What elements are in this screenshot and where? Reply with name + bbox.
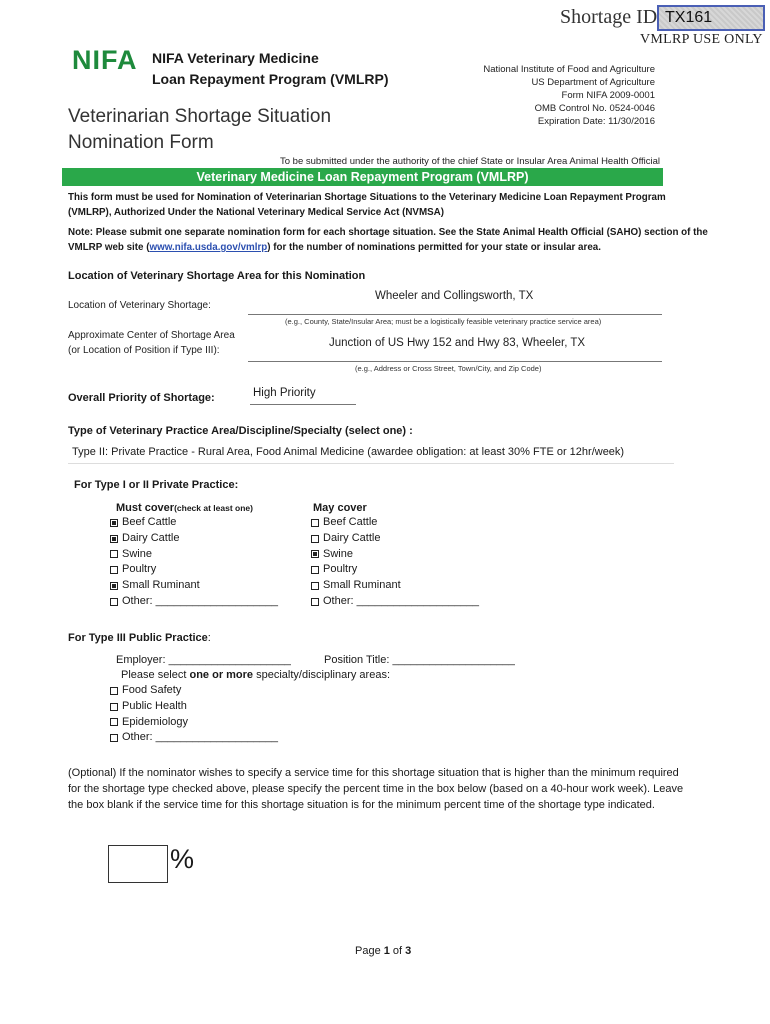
employer-field[interactable]: Employer: ____________________ [116, 654, 291, 666]
page-text: of [389, 945, 406, 957]
submit-note: To be submitted under the authority of the chief State or Insular Area Animal Health Official [280, 156, 661, 167]
must-cover-option[interactable] [110, 515, 278, 531]
position-title-field[interactable]: Position Title: ____________________ [324, 654, 515, 666]
expiration-date: Expiration Date: 11/30/2016 [537, 116, 655, 127]
vmlrp-website-link[interactable]: www.nifa.usda.gov/vmlrp [149, 242, 268, 253]
checkbox[interactable] [110, 703, 118, 711]
must-cover-list [110, 515, 278, 610]
may-cover-option[interactable] [311, 515, 479, 531]
location-section-heading: Location of Veterinary Shortage Area for this Nomination [68, 270, 366, 282]
program-title-line1: NIFA Veterinary Medicine [152, 50, 319, 66]
page-current: 1 [383, 945, 390, 957]
agency-line: US Department of Agriculture [531, 77, 655, 88]
section-banner: Veterinary Medicine Loan Repayment Program (VMLRP) [62, 168, 663, 186]
location-field-underline [248, 314, 662, 315]
may-cover-option[interactable] [311, 594, 479, 610]
center-field-underline [248, 361, 662, 362]
location-hint: (e.g., County, State/Insular Area; must be a logistically feasible veterinary practice service area) [285, 317, 602, 326]
checkbox[interactable] [110, 519, 118, 527]
agency-line: National Institute of Food and Agriculture [483, 64, 655, 75]
may-cover-option[interactable] [311, 531, 479, 547]
specialty-option[interactable] [110, 683, 278, 699]
must-cover-heading [116, 502, 253, 514]
percent-sign: % [170, 844, 195, 874]
form-title [68, 104, 331, 156]
instruction-text: specialty/disciplinary areas: [253, 669, 391, 681]
option-label: Food Safety [122, 684, 182, 696]
practice-type-heading: Type of Veterinary Practice Area/Discipline/Specialty (select one) : [68, 425, 413, 437]
shortage-id-label: Shortage ID [560, 6, 658, 28]
must-cover-option[interactable] [110, 562, 278, 578]
note-paragraph [68, 225, 708, 255]
specialty-instruction [121, 669, 390, 681]
specialty-option[interactable] [110, 730, 278, 746]
option-label: Public Health [122, 699, 187, 712]
checkbox[interactable] [311, 566, 319, 574]
must-cover-note: (check at least one) [174, 503, 253, 513]
option-label: Swine [323, 547, 353, 560]
instruction-text: Please select [121, 669, 190, 681]
program-title [152, 48, 388, 90]
checkbox[interactable] [110, 598, 118, 606]
center-hint: (e.g., Address or Cross Street, Town/City, and Zip Code) [355, 364, 542, 373]
page-text: Page [355, 945, 384, 957]
form-title-line1: Veterinarian Shortage Situation [68, 106, 332, 127]
may-cover-list [311, 515, 479, 610]
center-label-line1: Approximate Center of Shortage Area [68, 330, 235, 341]
center-label-line2: (or Location of Position if Type III): [68, 345, 220, 356]
checkbox[interactable] [311, 519, 319, 527]
may-cover-heading: May cover [313, 502, 367, 514]
page-total: 3 [405, 945, 412, 957]
may-cover-option[interactable] [311, 547, 479, 563]
checkbox[interactable] [110, 550, 118, 558]
instruction-emphasis: one or more [189, 669, 254, 681]
location-field[interactable]: Wheeler and Collingsworth, TX [375, 290, 534, 302]
location-label: Location of Veterinary Shortage: [68, 300, 211, 311]
center-location-field[interactable]: Junction of US Hwy 152 and Hwy 83, Wheeler, TX [329, 337, 586, 349]
option-label: Epidemiology [122, 715, 189, 728]
may-cover-option[interactable] [311, 578, 479, 594]
must-cover-title: Must cover [116, 502, 175, 514]
practice-type-select[interactable]: Type II: Private Practice - Rural Area, Food Animal Medicine (awardee obligation: at least 30% FTE or 12hr/week) [72, 446, 625, 458]
option-label: Other: ____________________ [323, 594, 479, 607]
option-label: Other: ____________________ [122, 731, 278, 744]
public-practice-title: For Type III Public Practice [68, 632, 208, 644]
public-practice-colon: : [207, 632, 211, 644]
must-cover-option[interactable] [110, 547, 278, 563]
specialty-option[interactable] [110, 715, 278, 731]
checkbox[interactable] [311, 535, 319, 543]
checkbox[interactable] [110, 687, 118, 695]
checkbox[interactable] [311, 598, 319, 606]
option-label: Beef Cattle [323, 516, 378, 528]
optional-service-time-paragraph: (Optional) If the nominator wishes to specify a service time for this shortage situation that is higher than the minimum required for the shortage type checked above, please specify the percent time in the box below (based on a 40-hour work week). Leave the box blank if the service time for this shortage situation is for the minimum percent time of the shortage type indicated. [68, 767, 684, 811]
center-label [68, 328, 235, 358]
form-number: Form NIFA 2009-0001 [561, 90, 655, 101]
public-practice-heading [68, 632, 211, 644]
option-label: Dairy Cattle [122, 531, 180, 544]
priority-label: Overall Priority of Shortage: [68, 392, 215, 404]
checkbox[interactable] [110, 718, 118, 726]
option-label: Poultry [323, 563, 358, 576]
specialty-option[interactable] [110, 699, 278, 715]
agency-info [483, 63, 655, 128]
option-label: Poultry [122, 563, 157, 576]
option-label: Beef Cattle [122, 516, 177, 528]
option-label: Other: ____________________ [122, 594, 278, 607]
option-label: Swine [122, 547, 152, 560]
option-label: Small Ruminant [323, 579, 401, 592]
checkbox[interactable] [110, 535, 118, 543]
page-number [355, 945, 411, 957]
checkbox[interactable] [110, 582, 118, 590]
percent-time-input[interactable] [108, 845, 168, 883]
practice-type-underline [68, 463, 674, 464]
checkbox[interactable] [110, 566, 118, 574]
note-text: ) for the number of nominations permitted for your state or insular area. [267, 242, 601, 253]
private-practice-heading: For Type I or II Private Practice: [74, 479, 239, 491]
omb-control-number: OMB Control No. 0524-0046 [534, 103, 655, 114]
may-cover-option[interactable] [311, 562, 479, 578]
option-label: Dairy Cattle [323, 531, 381, 544]
checkbox[interactable] [311, 582, 319, 590]
note-text: Note: Please submit one separate nomination form for each shortage situation. See the State Animal Health Official (SAHO) section of the VMLRP web site ( [68, 227, 708, 253]
vmlrp-use-only-label: VMLRP USE ONLY [640, 32, 763, 47]
option-label: Small Ruminant [122, 579, 200, 592]
public-specialty-list [110, 683, 278, 746]
nifa-logo: NIFA [72, 45, 138, 75]
must-cover-option[interactable] [110, 578, 278, 594]
must-cover-option[interactable] [110, 531, 278, 547]
shortage-id-field[interactable]: TX161 [657, 5, 765, 31]
priority-field[interactable]: High Priority [253, 387, 316, 399]
checkbox[interactable] [311, 550, 319, 558]
priority-field-underline [250, 404, 356, 405]
program-title-line2: Loan Repayment Program (VMLRP) [152, 71, 389, 87]
checkbox[interactable] [110, 734, 118, 742]
intro-paragraph: This form must be used for Nomination of Veterinarian Shortage Situations to the Veterinary Medicine Loan Repayment Program (VMLRP), Authorized Under the National Veterinary Medical Service Act (NVMSA) [68, 192, 666, 218]
must-cover-option[interactable] [110, 594, 278, 610]
form-title-line2: Nomination Form [68, 132, 214, 153]
